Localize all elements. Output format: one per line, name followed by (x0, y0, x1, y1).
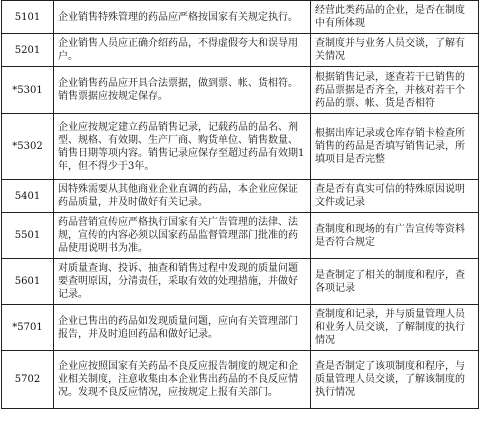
clause-code: 5601 (2, 259, 54, 305)
clause-code: 5702 (2, 351, 54, 409)
table-row (2, 67, 479, 114)
clause-code: *5302 (2, 114, 54, 180)
inspection-method: 查制度和现场的有广告宣传等资料是否符合规定 (311, 213, 479, 259)
inspection-method: 根据销售记录，逐查若干已销售的药品票据是否齐全，并核对若干个药品的票、帐、货是否相符 (311, 67, 479, 114)
requirement-text: 因特殊需要从其他商业企业直调的药品，本企业应保证药品质量，并及时做好有关记录。 (54, 180, 311, 213)
table-row (2, 34, 479, 67)
clause-code: 5501 (2, 213, 54, 259)
clause-code: 5401 (2, 180, 54, 213)
clause-code: *5701 (2, 305, 54, 351)
inspection-method: 经营此类药品的企业，是否在制度中有所体现 (311, 1, 479, 34)
requirement-text: 企业销售药品应开具合法票据，做到票、帐、货相符。销售票据应按规定保存。 (54, 67, 311, 114)
requirement-text: 药品营销宣传应严格执行国家有关广告管理的法律、法规，宣传的内容必须以国家药品监督管理部门批准的药品使用说明书为准。 (54, 213, 311, 259)
requirement-text: 企业应按照国家有关药品不良反应报告制度的规定和企业相关制度，注意收集由本企业售出药品的不良反应情况。发现不良反应情况，应按规定上报有关部门。 (54, 351, 311, 409)
table-row (2, 351, 479, 409)
clause-code: 5101 (2, 1, 54, 34)
inspection-method: 是查制定了相关的制度和程序，查各项记录 (311, 259, 479, 305)
table-row (2, 213, 479, 259)
clause-code: 5201 (2, 34, 54, 67)
clause-code: *5301 (2, 67, 54, 114)
table-row (2, 305, 479, 351)
inspection-method: 查制度并与业务人员交谈，了解有关情况 (311, 34, 479, 67)
requirement-text: 企业已售出的药品如发现质量问题，应向有关管理部门报告，并及时追回药品和做好记录。 (54, 305, 311, 351)
inspection-method: 根据出库记录或仓库存销卡检查所销售的药品是否填写销售记录，所填项目是否完整 (311, 114, 479, 180)
table-row (2, 114, 479, 180)
requirement-text: 企业应按规定建立药品销售记录，记载药品的品名、剂型、规格、有效期、生产厂商、购货单位、销售数量、销售日期等项内容。销售记录应保存至超过药品有效期1年，但不得少于3年。 (54, 114, 311, 180)
requirement-text: 对质量查询、投诉、抽查和销售过程中发现的质量问题要查明原因，分清责任，采取有效的处理措施，并做好记录。 (54, 259, 311, 305)
table-row (2, 180, 479, 213)
inspection-method: 查是否制定了该项制度和程序，与质量管理人员交谈，了解该制度的执行情况 (311, 351, 479, 409)
inspection-method: 查制度和记录，并与质量管理人员和业务人员交谈，了解制度的执行情况 (311, 305, 479, 351)
requirements-table (1, 0, 479, 409)
inspection-method: 查是否有真实可信的特殊原因说明文件或记录 (311, 180, 479, 213)
table-row (2, 259, 479, 305)
requirement-text: 企业销售特殊管理的药品应严格按国家有关规定执行。 (54, 1, 311, 34)
requirement-text: 企业销售人员应正确介绍药品，不得虚假夸大和误导用户。 (54, 34, 311, 67)
table-row (2, 1, 479, 34)
